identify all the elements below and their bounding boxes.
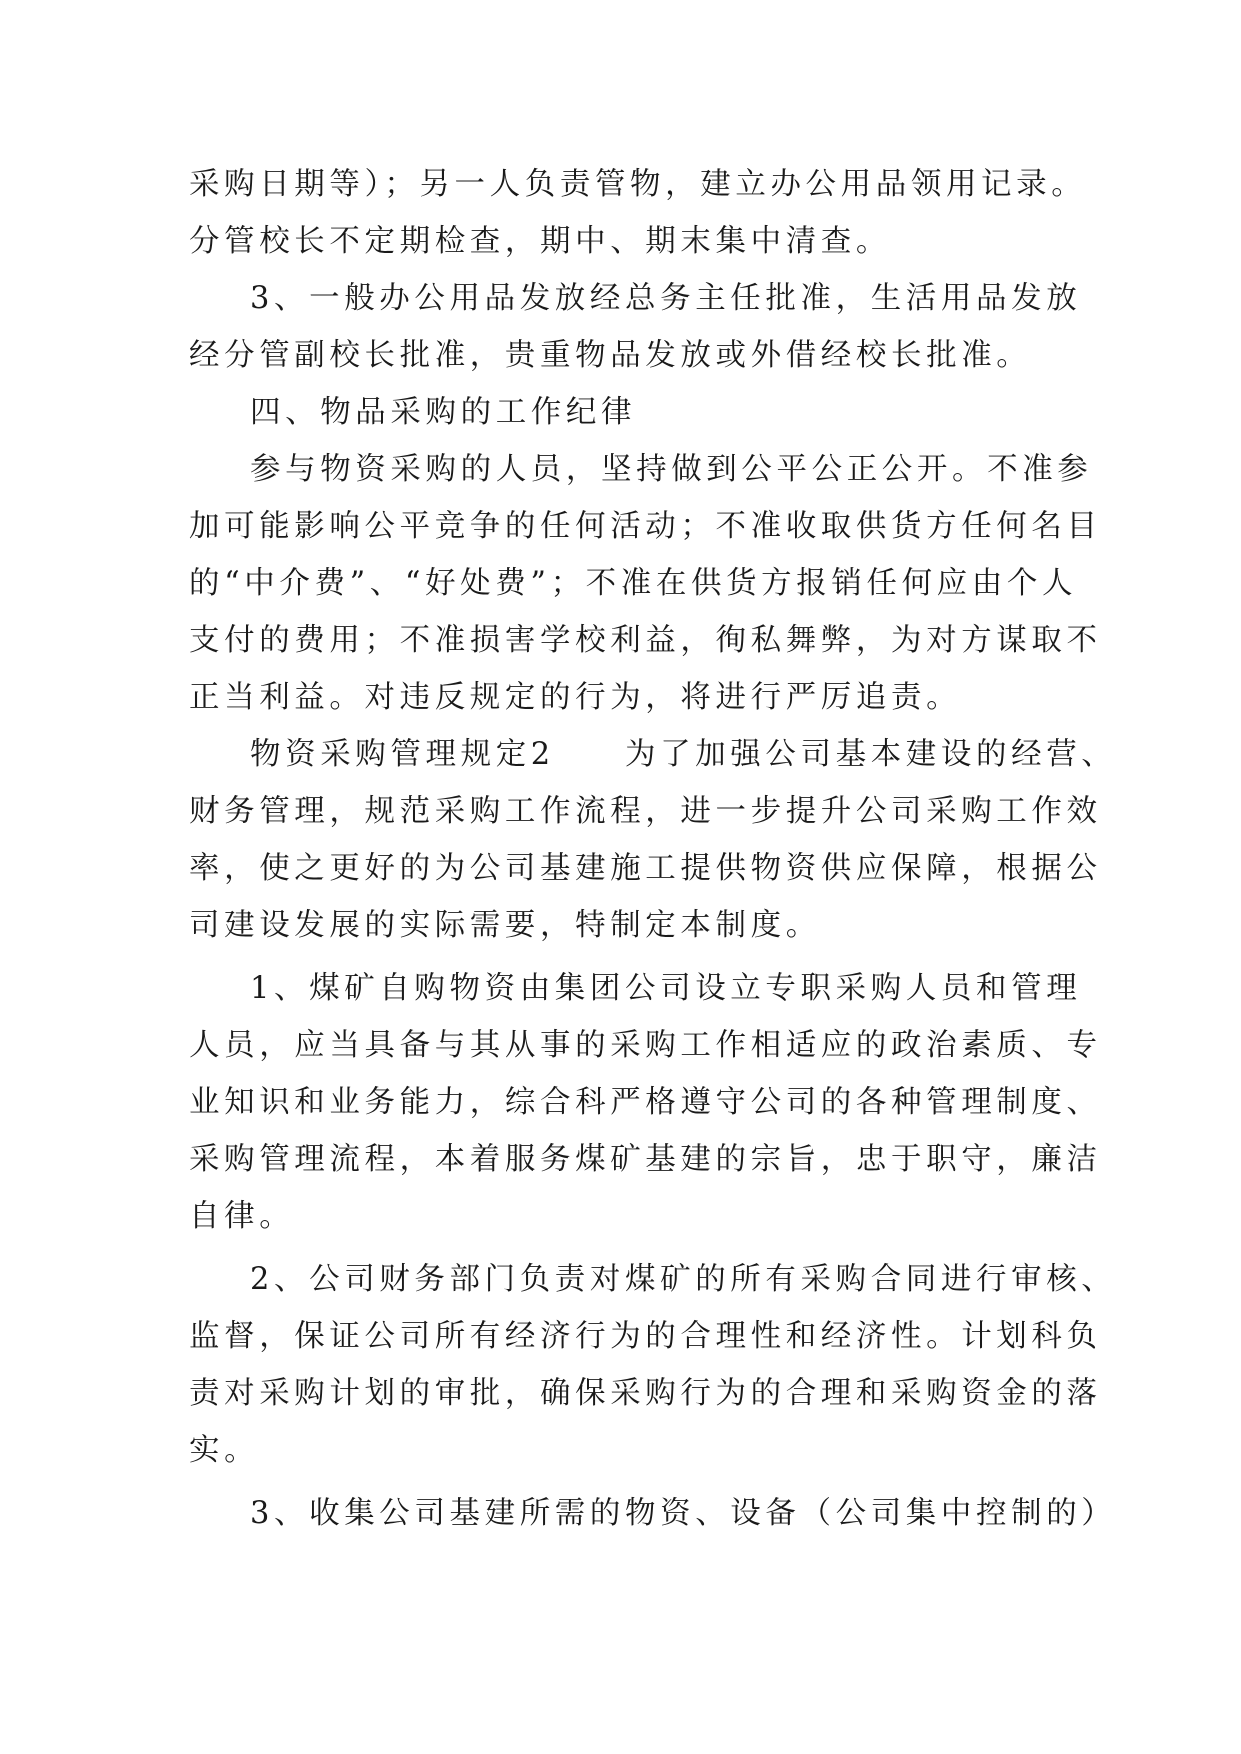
text-line: 分管校长不定期检查，期中、期末集中清查。 [189, 224, 891, 259]
text-line: 司建设发展的实际需要，特制定本制度。 [189, 908, 821, 943]
text-line: 业知识和业务能力，综合科严格遵守公司的各种管理制度、 [189, 1085, 1102, 1120]
paragraph-start-line: 1、煤矿自购物资由集团公司设立专职采购人员和管理 [250, 971, 1082, 1006]
text-line: 正当利益。对违反规定的行为，将进行严厉追责。 [189, 680, 962, 715]
section-heading: 四、物品采购的工作纪律 [250, 395, 637, 430]
text-line: 监督，保证公司所有经济行为的合理性和经济性。计划科负 [189, 1319, 1102, 1354]
document-body [189, 156, 1117, 1542]
paragraph-start-line: 3、一般办公用品发放经总务主任批准，生活用品发放 [250, 281, 1082, 316]
text-line: 财务管理，规范采购工作流程，进一步提升公司采购工作效 [189, 794, 1102, 829]
text-line: 自律。 [189, 1199, 295, 1234]
text-line: 责对采购计划的审批，确保采购行为的合理和采购资金的落 [189, 1376, 1102, 1411]
paragraph-start-line: 2、公司财务部门负责对煤矿的所有采购合同进行审核、 [250, 1262, 1117, 1297]
text-line: 采购管理流程，本着服务煤矿基建的宗旨，忠于职守，廉洁 [189, 1142, 1102, 1177]
text-line: 实。 [189, 1433, 260, 1468]
text-line: 经分管副校长批准，贵重物品发放或外借经校长批准。 [189, 338, 1032, 373]
text-line: 人员，应当具备与其从事的采购工作相适应的政治素质、专 [189, 1028, 1102, 1063]
text-line: 率，使之更好的为公司基建施工提供物资供应保障，根据公 [189, 851, 1102, 886]
paragraph-start-line: 物资采购管理规定2 为了加强公司基本建设的经营、 [250, 737, 1117, 772]
text-line: 的“中介费”、“好处费”；不准在供货方报销任何应由个人 [189, 566, 1078, 601]
paragraph-start-line: 3、收集公司基建所需的物资、设备（公司集中控制的） [250, 1496, 1117, 1531]
text-line: 加可能影响公平竞争的任何活动；不准收取供货方任何名目 [189, 509, 1102, 544]
paragraph-start-line: 参与物资采购的人员，坚持做到公平公正公开。不准参 [250, 452, 1093, 487]
text-line: 采购日期等）；另一人负责管物，建立办公用品领用记录。 [189, 167, 1087, 202]
text-line: 支付的费用；不准损害学校利益，徇私舞弊，为对方谋取不 [189, 623, 1102, 658]
